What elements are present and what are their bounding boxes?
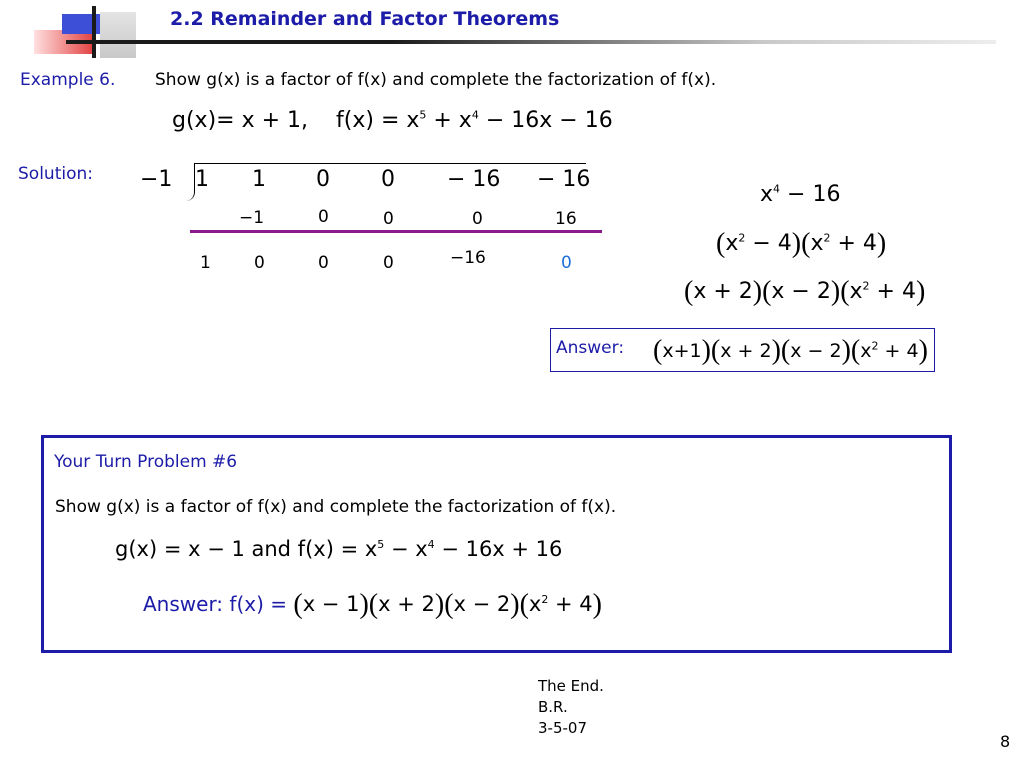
product-1: −1 (239, 208, 265, 228)
footer-line-1: The End. (538, 677, 604, 695)
remainder: 0 (561, 253, 572, 273)
footer-line-3: 3-5-07 (538, 719, 587, 737)
coefficient-3: 0 (316, 167, 330, 192)
division-result-line (190, 230, 602, 233)
f-function-prefix: f(x) = x (336, 108, 420, 133)
your-turn-answer-expression: $(x - 1)(x + 2)(x - 2)(x^2 + 4)$ (293, 589, 602, 620)
product-3: 0 (383, 209, 394, 229)
result-5: −16 (450, 248, 486, 268)
page-title: 2.2 Remainder and Factor Theorems (170, 8, 560, 30)
result-1: 1 (200, 253, 211, 273)
your-turn-heading: Your Turn Problem #6 (54, 452, 238, 472)
coefficient-2: 1 (252, 167, 266, 192)
answer-expression: $(x+1)(x + 2)(x - 2)(x^2 + 4)$ (653, 335, 928, 366)
factor-step-3: $(x + 2)(x - 2)(x^2 + 4)$ (684, 276, 926, 307)
f-function-tail: − 16x − 16 (478, 108, 613, 133)
division-bracket (186, 163, 195, 201)
product-4: 0 (472, 209, 483, 229)
division-top-line (194, 163, 586, 164)
your-turn-answer (143, 587, 602, 619)
example-functions (172, 108, 613, 133)
coefficient-5: − 16 (447, 167, 501, 192)
divisor: −1 (140, 167, 173, 192)
f-exp-1: 5 (419, 108, 427, 122)
f-function-mid: + x (426, 108, 472, 133)
coefficient-1: 1 (195, 167, 209, 192)
f-exp-2: 4 (471, 108, 479, 122)
result-2: 0 (254, 253, 265, 273)
coefficient-6: − 16 (537, 167, 591, 192)
logo-vertical-bar (92, 6, 96, 58)
factor-step-2: $(x^2 - 4)(x^2 + 4)$ (716, 228, 887, 259)
coefficient-4: 0 (381, 167, 395, 192)
answer-label: Answer: (556, 338, 625, 358)
result-4: 0 (383, 253, 394, 273)
product-2: 0 (318, 207, 329, 227)
product-5: 16 (555, 209, 577, 229)
example-label: Example 6. (20, 70, 116, 90)
example-instruction: Show g(x) is a factor of f(x) and complete the factorization of f(x). (155, 70, 717, 90)
your-turn-answer-label: Answer: f(x) = (143, 592, 294, 616)
logo-gray-block (100, 12, 136, 58)
solution-label: Solution: (18, 164, 93, 184)
your-turn-functions: g(x) = x − 1 and $f(x) = x^5 - x^4 - 16x + 16$ (115, 537, 563, 561)
result-3: 0 (318, 253, 329, 273)
g-function: g(x)= x + 1, (172, 108, 309, 133)
factor-step-1: $x^4 - 16$ (760, 182, 841, 207)
page-number: 8 (1000, 732, 1011, 751)
footer-note (538, 676, 604, 739)
your-turn-instruction: Show g(x) is a factor of f(x) and complete the factorization of f(x). (55, 497, 617, 517)
header-rule (66, 40, 996, 44)
footer-line-2: B.R. (538, 698, 568, 716)
